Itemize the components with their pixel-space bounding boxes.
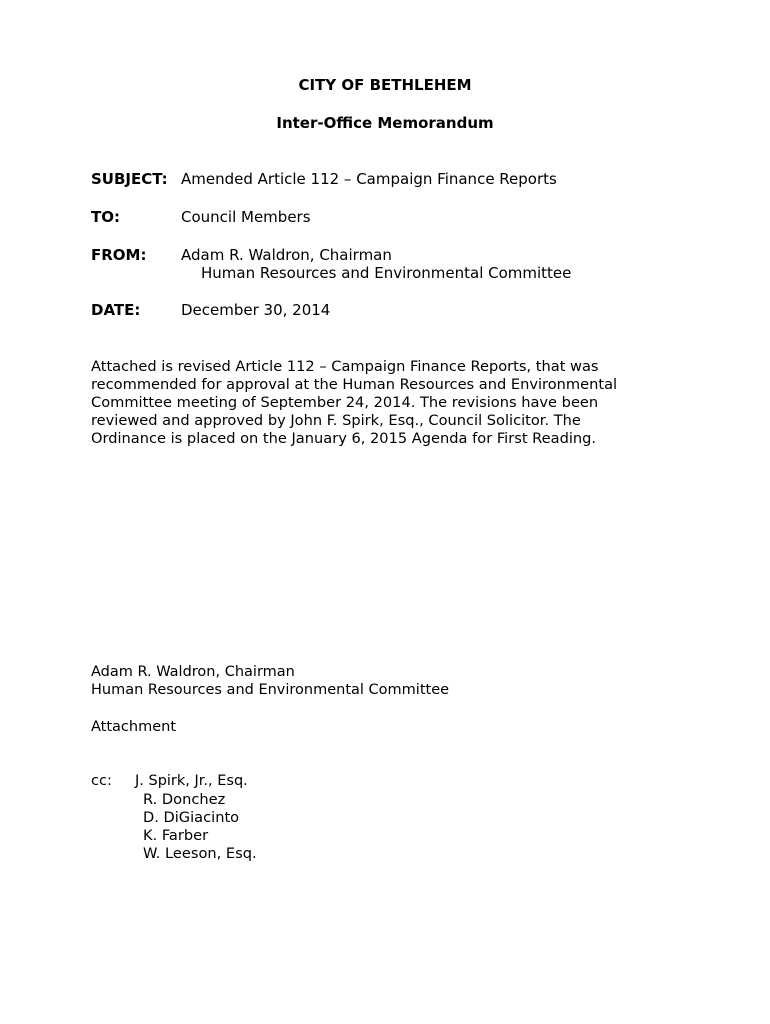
to-label: TO: <box>91 208 120 226</box>
subject-label: SUBJECT: <box>91 170 168 188</box>
date-value: December 30, 2014 <box>181 301 331 319</box>
body-line: Committee meeting of September 24, 2014. The revisions have been <box>91 394 599 411</box>
date-label: DATE: <box>91 301 141 319</box>
signature-name: Adam R. Waldron, Chairman <box>91 664 295 680</box>
body-line: recommended for approval at the Human Resources and Environmental <box>91 376 618 393</box>
memo-type-title: Inter-Office Memorandum <box>276 114 494 132</box>
attachment-label: Attachment <box>91 719 177 735</box>
from-value-name: Adam R. Waldron, Chairman <box>181 246 392 264</box>
from-value-committee: Human Resources and Environmental Committee <box>201 264 572 282</box>
cc-recipient: J. Spirk, Jr., Esq. <box>135 773 248 789</box>
body-line: Ordinance is placed on the January 6, 2015 Agenda for First Reading. <box>91 430 597 447</box>
subject-value: Amended Article 112 – Campaign Finance Reports <box>181 170 557 188</box>
cc-label: cc: <box>91 773 112 789</box>
signature-committee: Human Resources and Environmental Committee <box>91 682 450 698</box>
cc-recipient: D. DiGiacinto <box>143 809 240 826</box>
cc-recipient: K. Farber <box>143 827 209 844</box>
body-paragraph <box>91 358 651 448</box>
cc-recipient: R. Donchez <box>143 791 226 808</box>
organization-title: CITY OF BETHLEHEM <box>298 76 472 94</box>
from-label: FROM: <box>91 246 147 264</box>
cc-recipient: W. Leeson, Esq. <box>143 845 257 862</box>
body-line: reviewed and approved by John F. Spirk, Esq., Council Solicitor. The <box>91 412 581 429</box>
body-line: Attached is revised Article 112 – Campaign Finance Reports, that was <box>91 358 599 375</box>
to-value: Council Members <box>181 208 311 226</box>
